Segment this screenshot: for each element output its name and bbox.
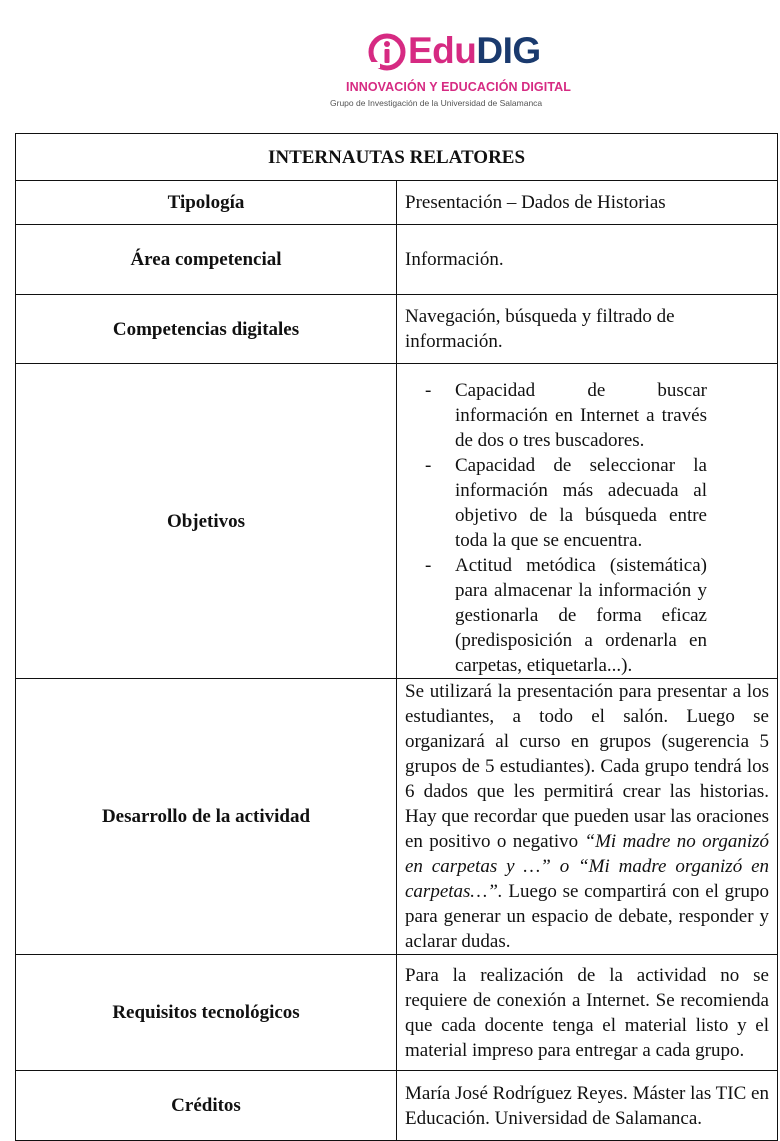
desarrollo-text-a: Se utilizará la presentación para presentar a los estudiantes, a todo el salón. Luego se organizará al curso en grupos (sugerencia 5 grupos de 5 estudiantes). Cada grupo tendrá los 6 dados que les permitirá crear las historias. Hay que recordar que pueden usar las oraciones en positivo o negativo (405, 681, 769, 852)
value-desarrollo (397, 679, 778, 955)
row-objetivos (16, 364, 778, 679)
value-requisitos: Para la realización de la actividad no se requiere de conexión a Internet. Se recomienda que cada docente tenga el material listo y el material impreso para entregar a cada grupo. (397, 955, 778, 1071)
list-dash: - (425, 555, 432, 576)
value-objetivos (397, 364, 778, 679)
label-tipologia: Tipología (16, 181, 397, 225)
logo-wordmark-edu: Edu (408, 30, 477, 71)
row-area (16, 225, 778, 295)
title-row (16, 134, 778, 181)
value-tipologia: Presentación – Dados de Historias (397, 181, 778, 225)
desarrollo-quote-2: “Mi madre organizó en carpetas…”. (405, 856, 770, 902)
label-objetivos: Objetivos (16, 364, 397, 679)
logo-tagline: INNOVACIÓN Y EDUCACIÓN DIGITAL (346, 80, 572, 94)
row-desarrollo (16, 679, 778, 955)
desarrollo-quote-1: “Mi madre no organizó en carpetas y …” (405, 831, 769, 877)
activity-table (15, 133, 778, 1141)
logo-wordmark-dig: DIG (476, 30, 541, 71)
value-creditos: María José Rodríguez Reyes. Máster las TIC en Educación. Universidad de Salamanca. (397, 1071, 778, 1141)
objective-item (425, 378, 707, 453)
desarrollo-text-b: Luego se compartirá con el grupo para generar un espacio de debate, responder y aclarar dudas. (405, 881, 769, 952)
activity-title: INTERNAUTAS RELATORES (16, 134, 778, 181)
desarrollo-connector: o (550, 856, 579, 877)
objective-item (425, 453, 707, 553)
list-dash: - (425, 455, 432, 476)
row-creditos (16, 1071, 778, 1141)
objective-text: Capacidad de seleccionar la información más adecuada al objetivo de la búsqueda entre toda la que se encuentra. (455, 455, 707, 551)
objective-text: Capacidad de buscar información en Internet a través de dos o tres buscadores. (455, 380, 707, 451)
logo-wordmark (408, 30, 541, 72)
logo-subtitle: Grupo de Investigación de la Universidad de Salamanca (330, 98, 543, 108)
value-competencias-digitales: Navegación, búsqueda y filtrado de información. (397, 295, 778, 364)
objective-item (425, 553, 707, 678)
value-area-competencial: Información. (397, 225, 778, 295)
edudig-logo-icon (367, 32, 407, 72)
objectives-list (405, 378, 769, 678)
list-dash: - (425, 380, 432, 401)
label-requisitos: Requisitos tecnológicos (16, 955, 397, 1071)
row-tipologia (16, 181, 778, 225)
label-competencias-digitales: Competencias digitales (16, 295, 397, 364)
label-desarrollo: Desarrollo de la actividad (16, 679, 397, 955)
row-competencias (16, 295, 778, 364)
label-area-competencial: Área competencial (16, 225, 397, 295)
row-requisitos (16, 955, 778, 1071)
objective-text: Actitud metódica (sistemática) para almacenar la información y gestionarla de forma eficaz (predisposición a ordenarla en carpetas, etiquetarla...). (455, 555, 707, 676)
label-creditos: Créditos (16, 1071, 397, 1141)
edudig-logo (0, 28, 780, 118)
